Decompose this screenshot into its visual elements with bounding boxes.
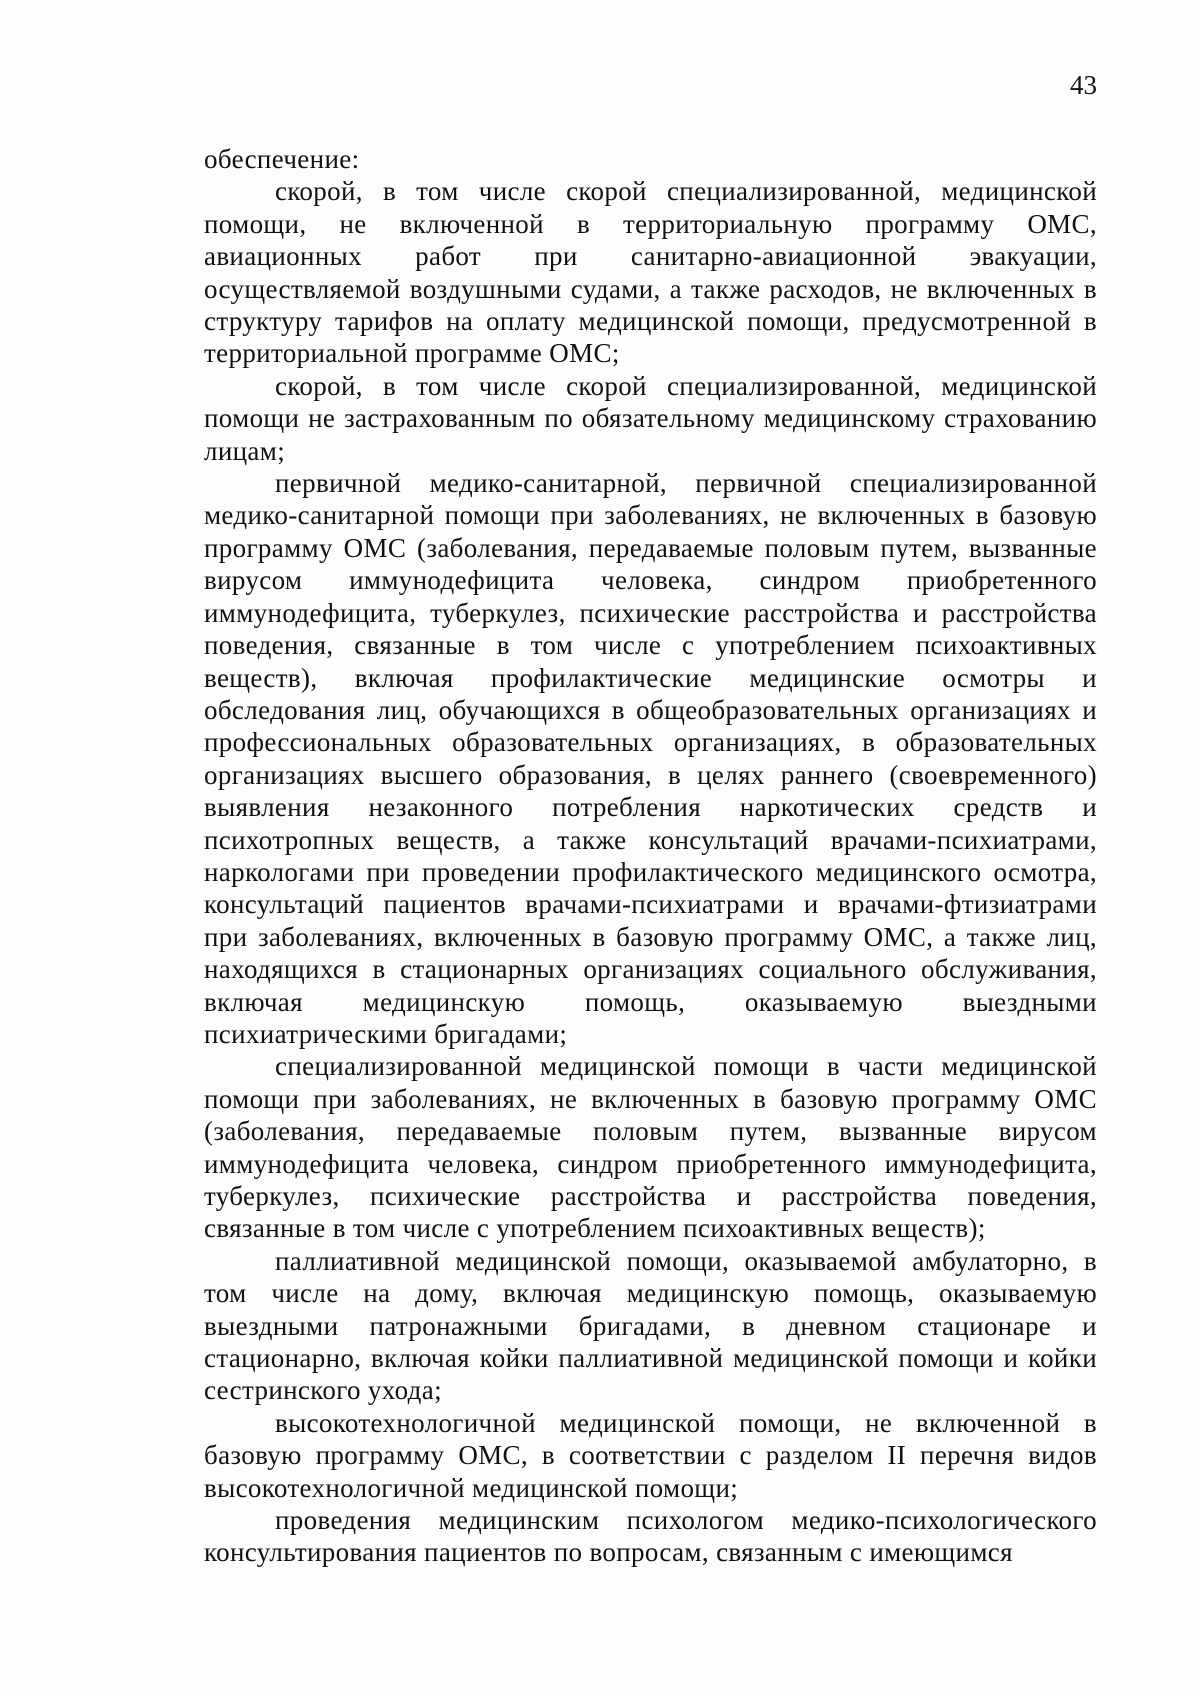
paragraph-primary-care: первичной медико-санитарной, первичной специализированной медико-санитарной помощи при заболеваниях, не включенных в базовую программу ОМС (заболевания, передаваемые половым путем, вызванные вирусом иммунодефицита человека, синдром приобретенного иммунодефицита, туберкулез, психические расстройства и расстройства поведения, связанные в том числе с употреблением психоактивных веществ), включая профилактические медицинские осмотры и обследования лиц, обучающихся в общеобразовательных организациях и профессиональных образовательных организациях, в образовательных организациях высшего образования, в целях раннего (своевременного) выявления незаконного потребления наркотических средств и психотропных веществ, а также консультаций врачами-психиатрами, наркологами при проведении профилактического медицинского осмотра, консультаций пациентов врачами-психиатрами и врачами-фтизиатрами при заболеваниях, включенных в базовую программу ОМС, а также лиц, находящихся в стационарных организациях социального обслуживания, включая медицинскую помощь, оказываемую выездными психиатрическими бригадами; xyxy=(204,468,1097,1049)
paragraph-psychologist-consulting: проведения медицинским психологом медико-психологического консультирования пациентов по вопросам, связанным с имеющимся xyxy=(204,1505,1097,1568)
paragraph-palliative-care: паллиативной медицинской помощи, оказываемой амбулаторно, в том числе на дому, включая медицинскую помощь, оказываемую выездными патронажными бригадами, в дневном стационаре и стационарно, включая койки паллиативной медицинской помощи и койки сестринского ухода; xyxy=(204,1245,1097,1406)
paragraph-high-tech-care: высокотехнологичной медицинской помощи, не включенной в базовую программу ОМС, в соответствии с разделом II перечня видов высокотехнологичной медицинской помощи; xyxy=(204,1407,1097,1503)
paragraph-continuation: обеспечение: xyxy=(204,144,360,174)
paragraph-specialized-care: специализированной медицинской помощи в части медицинской помощи при заболеваниях, не включенных в базовую программу ОМС (заболевания, передаваемые половым путем, вызванные вирусом иммунодефицита человека, синдром приобретенного иммунодефицита, туберкулез, психические расстройства и расстройства поведения, связанные в том числе с употреблением психоактивных веществ); xyxy=(204,1051,1097,1244)
paragraph-emergency-care: скорой, в том числе скорой специализированной, медицинской помощи, не включенной в территориальную программу ОМС, авиационных работ при санитарно-авиационной эвакуации, осуществляемой воздушными судами, а также расходов, не включенных в структуру тарифов на оплату медицинской помощи, предусмотренной в территориальной программе ОМС; xyxy=(204,176,1097,369)
document-body xyxy=(204,143,1097,1569)
page-number: 43 xyxy=(1070,70,1097,100)
paragraph-emergency-uninsured: скорой, в том числе скорой специализированной, медицинской помощи не застрахованным по обязательному медицинскому страхованию лицам; xyxy=(204,370,1097,466)
